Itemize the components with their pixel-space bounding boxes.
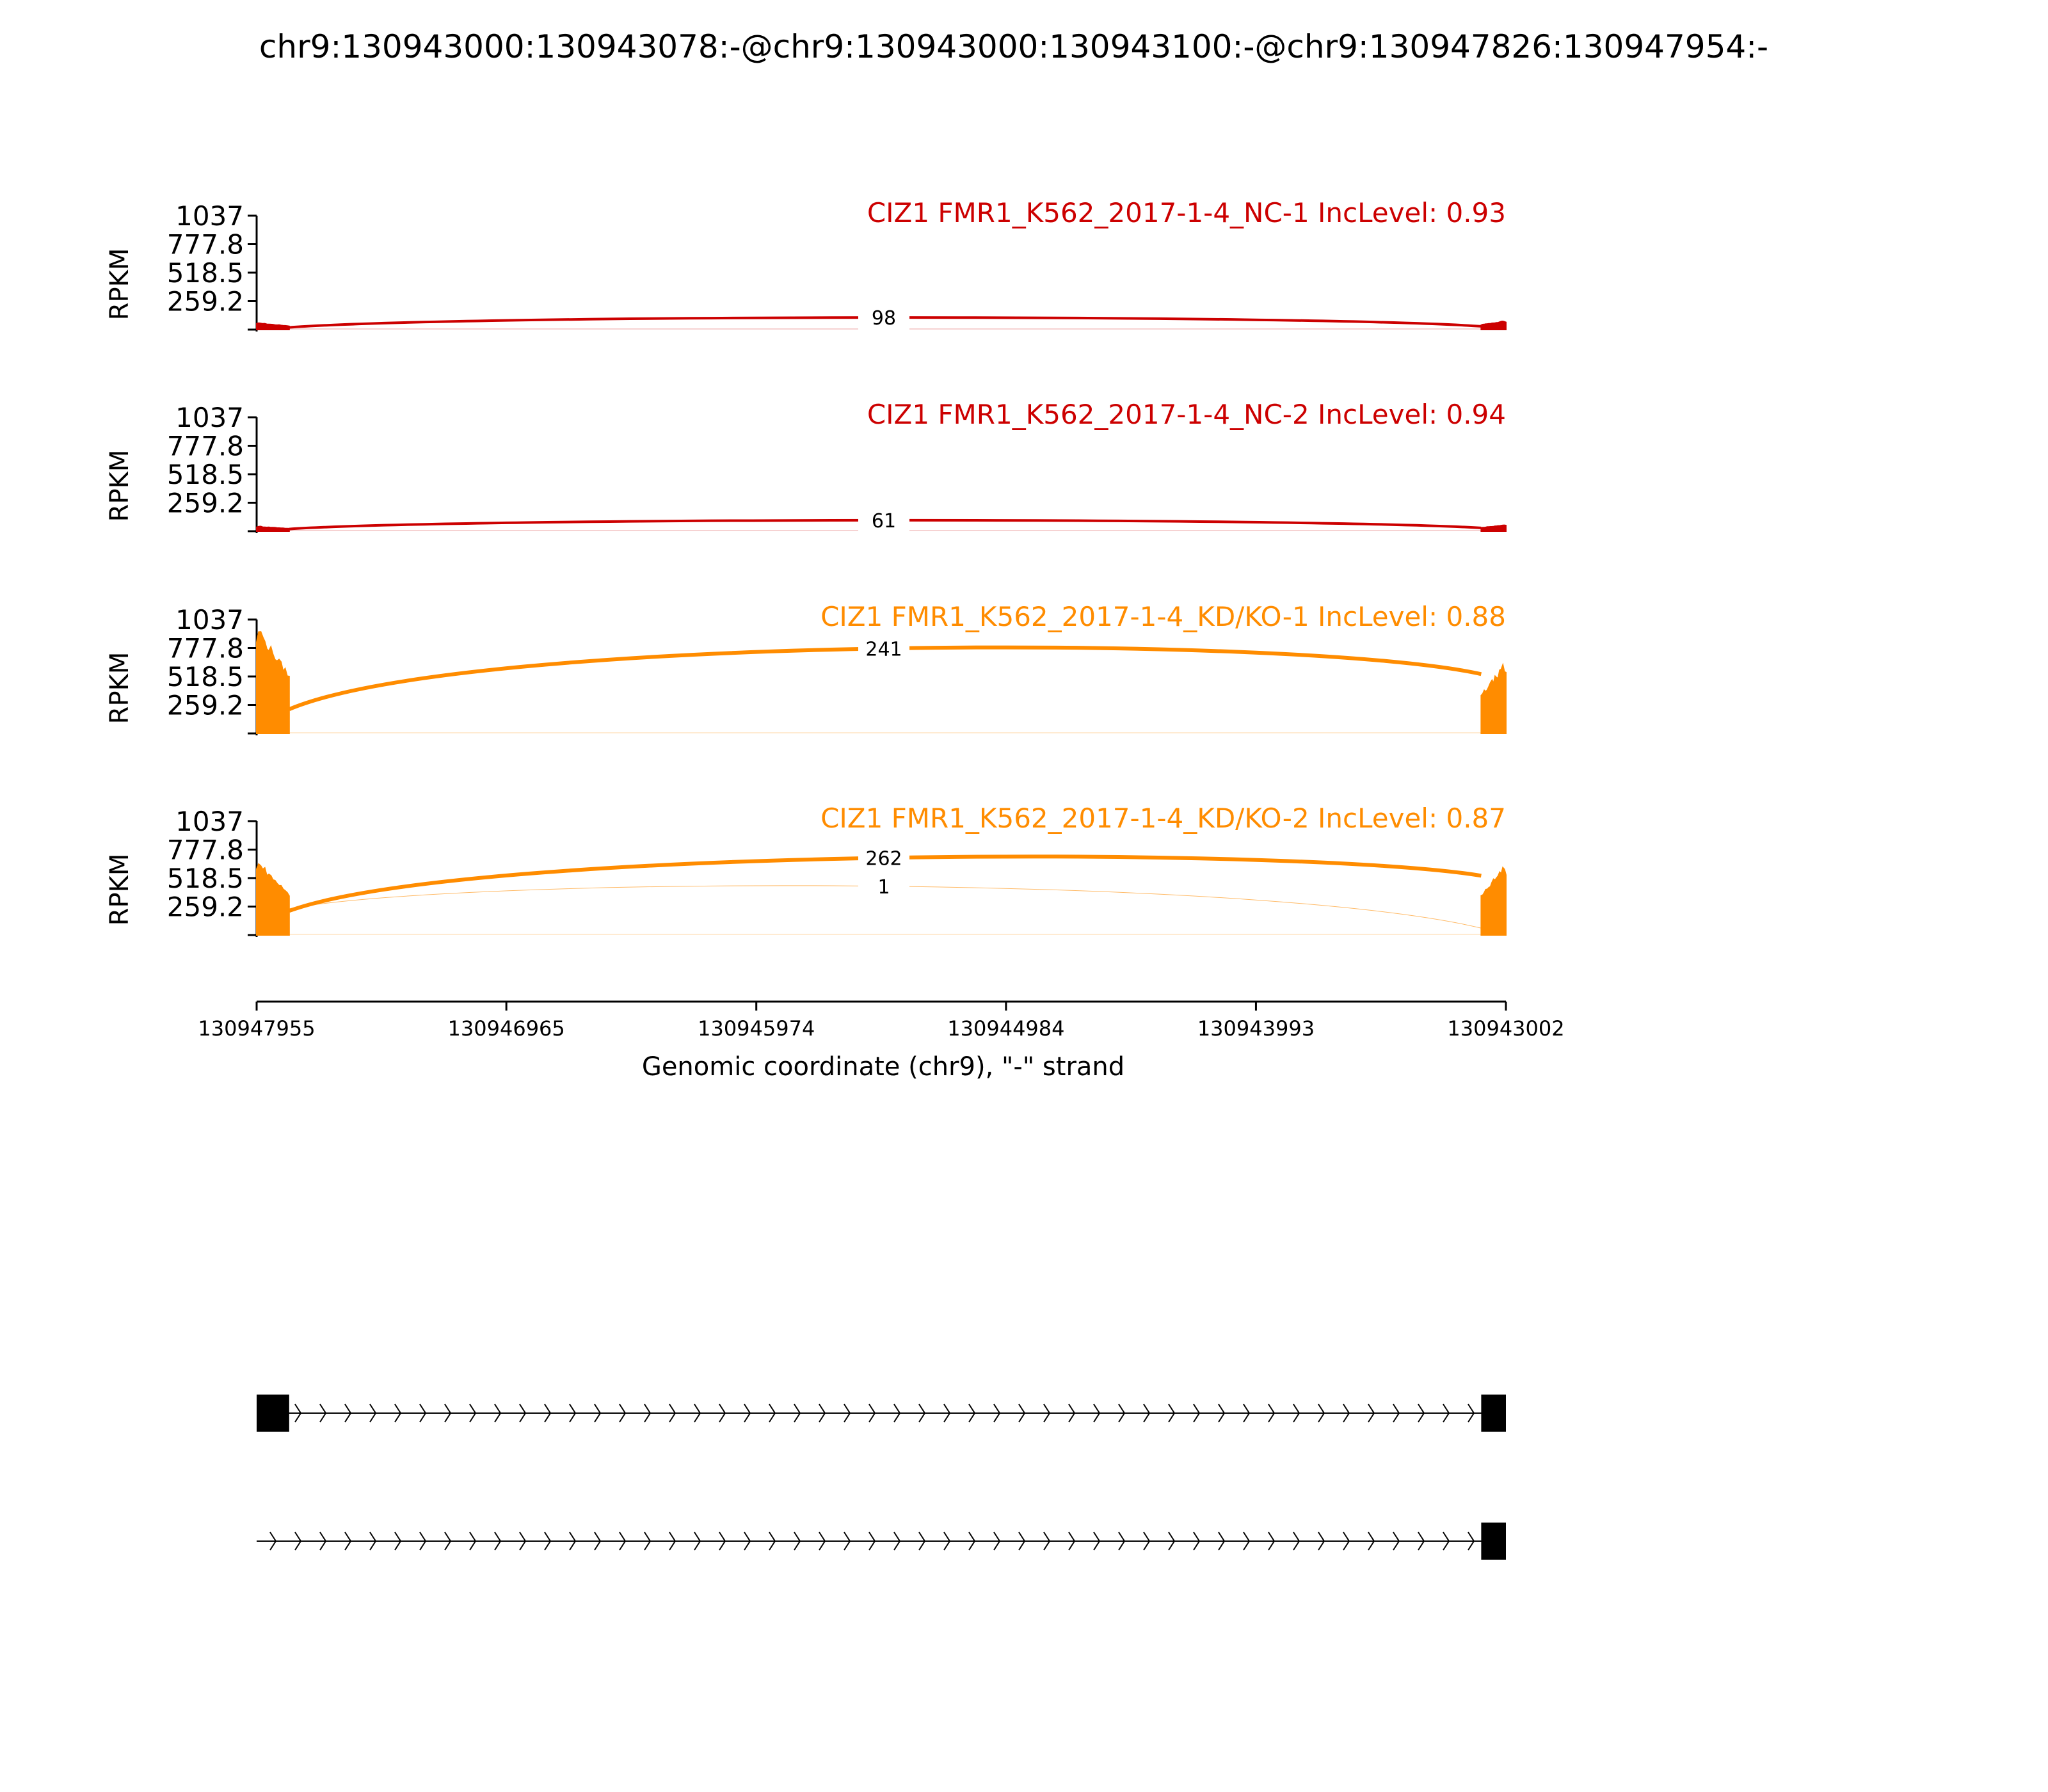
junction-count-label: 241: [865, 638, 902, 661]
x-tick-label: 130945974: [698, 1016, 815, 1041]
junction-count-label: 262: [865, 847, 902, 870]
junction-count-label: 98: [871, 307, 897, 330]
y-tick-label: 1037: [175, 402, 244, 433]
y-tick-label: 518.5: [166, 459, 244, 490]
y-tick-label: 777.8: [166, 834, 244, 866]
track-label: CIZ1 FMR1_K562_2017-1-4_KD/KO-1 IncLevel: 0.88: [820, 601, 1506, 632]
y-axis-label: RPKM: [105, 248, 134, 321]
x-tick-label: 130943002: [1447, 1016, 1565, 1041]
y-axis-label: RPKM: [105, 449, 134, 522]
y-axis-label: RPKM: [105, 853, 134, 926]
y-tick-label: 259.2: [166, 891, 244, 923]
y-tick-label: 259.2: [166, 487, 244, 519]
x-tick-label: 130944984: [947, 1016, 1065, 1041]
junction-count-label: 1: [877, 876, 890, 899]
y-tick-label: 777.8: [166, 430, 244, 462]
figure-title: chr9:130943000:130943078:-@chr9:130943000:130943100:-@chr9:130947826:130947954:-: [259, 28, 1769, 65]
track-label: CIZ1 FMR1_K562_2017-1-4_NC-2 IncLevel: 0.94: [867, 399, 1506, 430]
x-tick-label: 130943993: [1197, 1016, 1315, 1041]
y-tick-label: 1037: [175, 200, 244, 232]
y-tick-label: 259.2: [166, 285, 244, 317]
x-tick-label: 130947955: [198, 1016, 316, 1041]
x-axis-label: Genomic coordinate (chr9), "-" strand: [641, 1052, 1125, 1082]
exon-block: [1481, 1395, 1506, 1432]
y-tick-label: 259.2: [166, 689, 244, 721]
exon-block: [257, 1395, 289, 1432]
y-tick-label: 1037: [175, 806, 244, 837]
x-tick-label: 130946965: [447, 1016, 565, 1041]
exon-block: [1481, 1523, 1506, 1560]
y-tick-label: 518.5: [166, 661, 244, 692]
y-tick-label: 518.5: [166, 863, 244, 894]
y-tick-label: 1037: [175, 604, 244, 636]
junction-count-label: 61: [871, 509, 897, 532]
track-label: CIZ1 FMR1_K562_2017-1-4_NC-1 IncLevel: 0.93: [867, 197, 1506, 228]
y-tick-label: 777.8: [166, 228, 244, 260]
y-tick-label: 777.8: [166, 632, 244, 664]
track-label: CIZ1 FMR1_K562_2017-1-4_KD/KO-2 IncLevel: 0.87: [820, 803, 1506, 834]
y-tick-label: 518.5: [166, 257, 244, 289]
y-axis-label: RPKM: [105, 652, 134, 724]
